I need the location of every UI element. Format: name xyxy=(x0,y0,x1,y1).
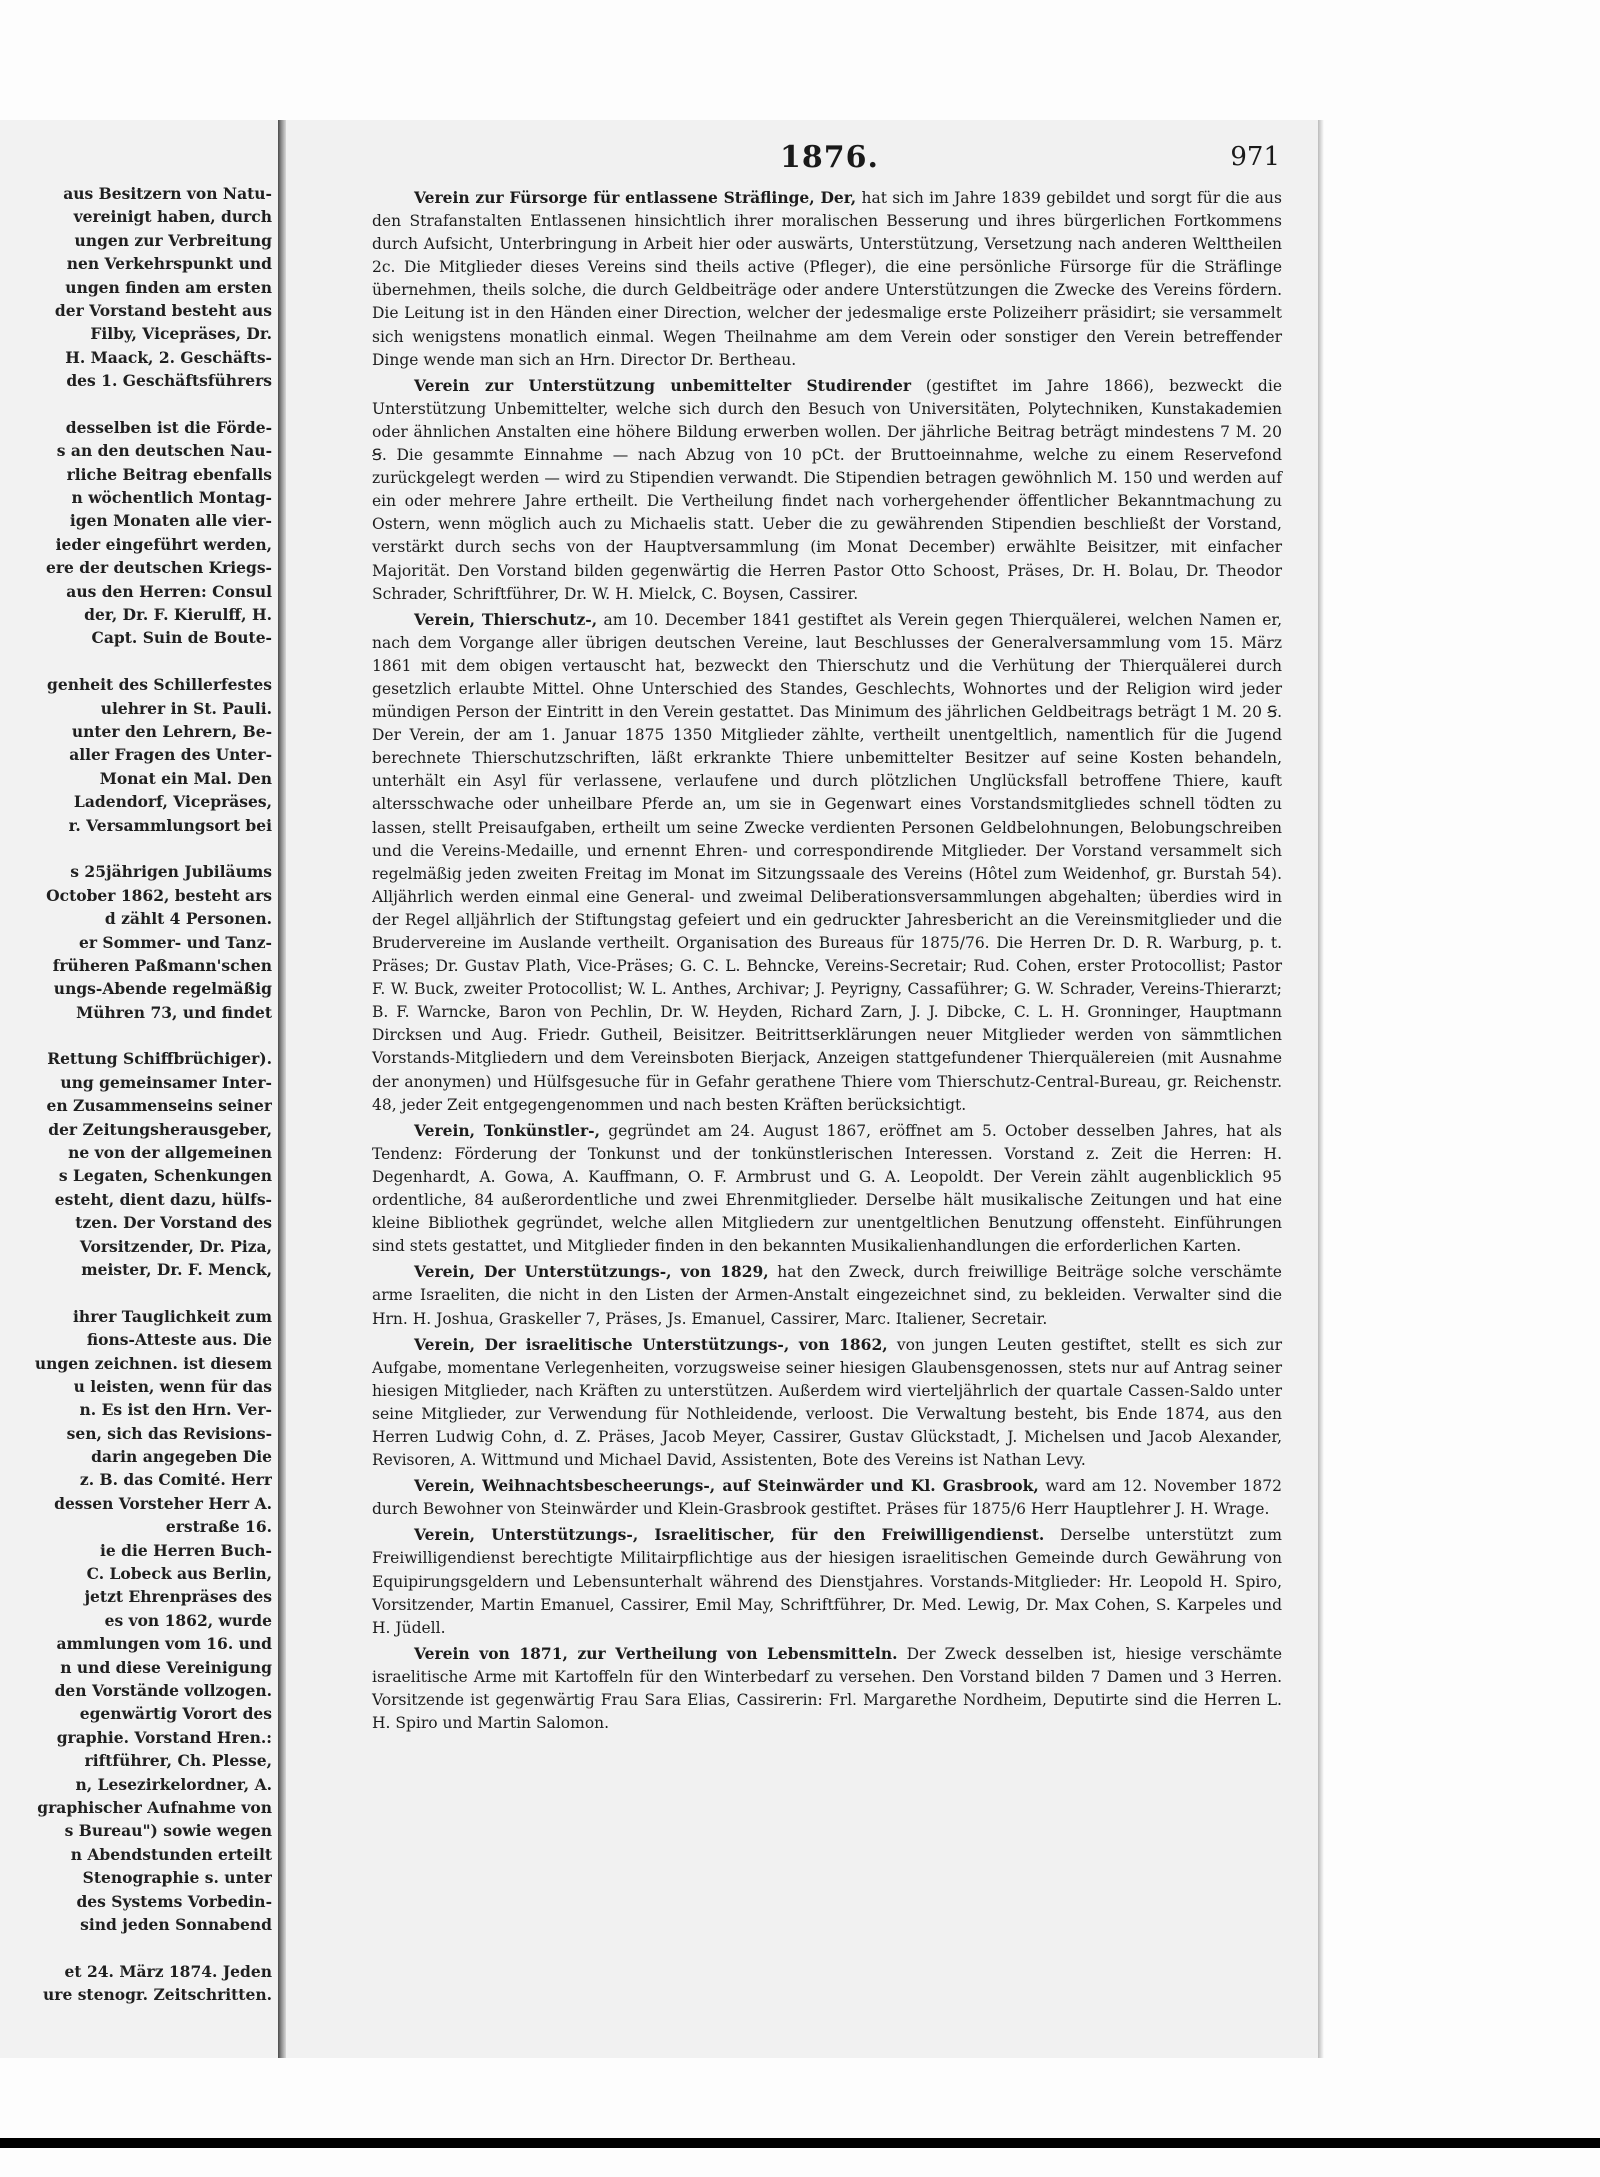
page-body xyxy=(372,186,1282,1735)
entry-text: (gestiftet im Jahre 1866), bezweckt die Unterstützung Unbemittelter, welche sich durch den Besuch von Universitäten, Polytechniken, Kunstakademien oder ähnlichen Anstalten eine höhere Bildung erwerben wollen. Der jährliche Beitrag beträgt mindestens 7 M. 20 Ꞩ. Die gesammte Einnahme — nach Abzug von 10 pCt. der Bruttoeinnahme, welche zu einem Reservefond zurückgelegt werden — wird zu Stipendien verwandt. Die Stipendien betragen gewöhnlich M. 150 und werden auf ein oder mehrere Jahre ertheilt. Die Vertheilung findet nach vorhergehender öffentlicher Bekanntmachung zu Ostern, wenn möglich auch zu Michaelis statt. Ueber die zu gewährenden Stipendien beschließt der Vorstand, verstärkt durch sechs von der Hauptversammlung (im Monat December) erwählte Beisitzer, mit einfacher Majorität. Den Vorstand bilden gegenwärtig die Herren Pastor Otto Schoost, Präses, Dr. H. Bolau, Dr. Theodor Schrader, Schriftführer, Dr. W. H. Mielck, C. Boysen, Cassirer. xyxy=(372,376,1282,603)
left-fragment-line: s an den deutschen Nau- xyxy=(56,441,272,461)
left-fragment-line: unter den Lehrern, Be- xyxy=(71,721,272,741)
entry-text: gegründet am 24. August 1867, eröffnet am 5. October desselben Jahres, hat als Tendenz: Förderung der Tonkunst und der tonkünstlerischen Interessen. Vorstand z. Zeit die Herren: H. Degenhardt, A. Gowa, A. Kauffmann, O. F. Armbrust und G. A. Leopoldt. Der Verein zählt augenblicklich 95 ordentliche, 84 außerordentliche und zwei Ehrenmitglieder. Derselbe hält musikalische Zeitungen und hat eine kleine Bibliothek gegründet, welche allen Mitgliedern zur unentgeltlichen Benutzung offensteht. Einführungen sind stets gestattet, und Mitglieder finden in den bekannten Musikalienhandlungen die erforderlichen Karten. xyxy=(372,1121,1283,1256)
left-fragment-line: n. Es ist den Hrn. Ver- xyxy=(79,1400,272,1420)
left-fragment-line: ure stenogr. Zeitschritten. xyxy=(43,1985,272,2005)
left-fragment-line: s Legaten, Schenkungen xyxy=(58,1166,272,1186)
left-fragment-line: der, Dr. F. Kierulff, H. xyxy=(84,605,272,625)
left-fragment-line: s 25jährigen Jubiläums xyxy=(70,862,272,882)
left-fragment-line: sind jeden Sonnabend xyxy=(80,1914,272,1934)
left-fragment-line: n Abendstunden erteilt xyxy=(70,1844,272,1864)
entry-title: Verein zur Fürsorge für entlassene Sträflinge, Der, xyxy=(414,188,857,207)
entry-text: hat den Zweck, durch freiwillige Beiträge solche verschämte arme Israeliten, die nicht in den Listen der Armen-Anstalt eingezeichnet sind, zu bekleiden. Verwalter sind die Hrn. H. Joshua, Graskeller 7, Präses, Js. Emanuel, Cassirer, Marc. Italiener, Secretair. xyxy=(372,1263,1282,1328)
left-fragment-line: der Zeitungsherausgeber, xyxy=(48,1119,272,1139)
entry-text: am 10. December 1841 gestiftet als Verein gegen Thierquälerei, welchen Namen er, nach dem Vorgange aller übrigen deutschen Vereine, laut Beschlusses der Generalversammlung vom 15. März 1861 mit dem obigen vertauscht hat, bezweckt den Thierschutz und die Verhütung der Thierquälerei durch gesetzlich erlaubte Mittel. Ohne Unterschied des Standes, Geschlechts, Wohnortes und der Religion wird jeder mündigen Person der Eintritt in den Verein gestattet. Das Minimum des jährlichen Geldbeitrags beträgt 1 M. 20 Ꞩ. Der Verein, der am 1. Januar 1875 1350 Mitglieder zählte, vertheilt unentgeltlich, namentlich für die Jugend berechnete Thierschutzschriften, läßt erkrankte Thiere unbemittelter Besitzer auf seine Kosten behandeln, unterhält ein Asyl für verlassene, verlaufene und durch plötzlichen Unglücksfall betroffene Thiere, kauft altersschwache oder unheilbare Pferde an, um sie in Gegenwart eines Vorstandsmitgliedes schnell tödten zu lassen, stellt Preisaufgaben, ertheilt um seine Zwecke verdienten Personen Geldbelohnungen, Belobungschreiben und die Vereins-Medaille, und ernennt Ehren- und correspondirende Mitglieder. Der Vorstand versammelt sich regelmäßig jeden zweiten Freitag im Monat im Sitzungssaale des Vereins (Hôtel zum Weidenhof, gr. Burstah 54). Alljährlich werden einmal eine General- und zweimal Deliberationsversammlungen abgehalten; überdies wird in der Regel alljährlich der Stiftungstag gefeiert und ein gedruckter Jahresbericht an die Vereinsmitglieder und die Brudervereine im Auslande vertheilt. Organisation des Bureaus für 1875/76. Die Herren Dr. D. R. Warburg, p. t. Präses; Dr. Gustav Plath, Vice-Präses; G. C. L. Behncke, Vereins-Secretair; Rud. Cohen, erster Protocollist; Pastor F. W. Buck, zweiter Protocollist; W. L. Anthes, Archivar; J. Peyrigny, Cassaführer; G. W. Schrader, Vereins-Thierarzt; B. F. Warncke, Baron von Pechlin, Dr. W. Heyden, Richard Zarn, J. J. Dibcke, C. L. H. Gronninger, Hauptmann Dircksen und Aug. Friedr. Gutheil, Beisitzer. Beitrittserklärungen neuer Mitglieder werden von sämmtlichen Vorstands-Mitgliedern und dem Vereinsboten Bierjack, Anzeigen stattgefundener Thierquälereien (mit Ausnahme der anonymen) und Hülfsgesuche für in Gefahr gerathene Thiere vom Thierschutz-Central-Bureau, gr. Reichenstr. 48, jeder Zeit entgegengenommen und nach besten Kräften berücksichtigt. xyxy=(372,610,1282,1114)
left-fragment-line: erstraße 16. xyxy=(165,1517,272,1537)
left-fragment-line: graphischer Aufnahme von xyxy=(37,1797,272,1817)
entry-title: Verein, Der israelitische Unterstützungs-, von 1862, xyxy=(414,1334,888,1354)
entry-verein-freiwilligendienst xyxy=(372,1523,1282,1639)
left-fragment-line: jetzt Ehrenpräses des xyxy=(84,1587,272,1607)
left-fragment-line: z. B. das Comité. Herr xyxy=(79,1470,272,1490)
left-fragment-line: ihrer Tauglichkeit zum xyxy=(73,1306,272,1326)
left-fragment-line: et 24. März 1874. Jeden xyxy=(64,1961,272,1981)
entry-title: Verein, Der Unterstützungs-, von 1829, xyxy=(414,1262,769,1282)
entry-text: ward am 12. November 1872 durch Bewohner von Steinwärder und Klein-Grasbrook gestiftet. Präses für 1875/6 Herr Hauptlehrer J. H. Wrage. xyxy=(372,1477,1282,1519)
left-fragment-line xyxy=(0,837,272,860)
left-fragment-line: graphie. Vorstand Hren.: xyxy=(56,1727,272,1747)
left-fragment-line xyxy=(0,1281,272,1304)
left-fragment-line: esteht, dient dazu, hülfs- xyxy=(54,1189,272,1209)
page-number: 971 xyxy=(1230,142,1280,172)
entry-text: von jungen Leuten gestiftet, stellt es sich zur Aufgabe, momentane Verlegenheiten, vorzugsweise seiner hiesigen Glaubensgenossen, stets nur auf Antrag seiner hiesigen Mitglieder, nach Kräften zu unterstützen. Außerdem wird vierteljährlich der quartale Cassen-Saldo unter seine Mitglieder, zur Verwendung für Nothleidende, verloost. Die Verwaltung besteht, bis Ende 1874, aus den Herren Ludwig Cohn, d. Z. Präses, Jacob Meyer, Cassirer, Gustav Glückstadt, J. Michelsen und Jacob Alexander, Revisoren, A. Wittmund und Michael David, Assistenten, Bote des Vereins ist Nathan Levy. xyxy=(372,1335,1282,1470)
left-fragment-line: u leisten, wenn für das xyxy=(73,1376,272,1396)
entry-title: Verein, Thierschutz-, xyxy=(414,609,598,629)
left-fragment-line: es von 1862, wurde xyxy=(104,1610,272,1630)
left-fragment-line: n wöchentlich Montag- xyxy=(71,488,272,508)
page-header xyxy=(370,140,1280,180)
left-fragment-line: egenwärtig Vorort des xyxy=(79,1704,272,1724)
page-year: 1876. xyxy=(780,140,879,175)
left-fragment-line: ammlungen vom 16. und xyxy=(56,1634,272,1654)
left-fragment-line: ungen zur Verbreitung xyxy=(74,230,272,250)
left-fragment-line: des 1. Geschäftsführers xyxy=(66,371,272,391)
entry-verein-weihnachtsbescheerung xyxy=(372,1474,1282,1521)
left-fragment-line: darin angegeben Die xyxy=(91,1447,272,1467)
entry-verein-israelitisch-1862 xyxy=(372,1333,1282,1473)
left-fragment-line: ungen zeichnen. ist diesem xyxy=(34,1353,272,1373)
left-fragment-line: s Bureau") sowie wegen xyxy=(64,1821,272,1841)
left-fragment-line: C. Lobeck aus Berlin, xyxy=(86,1564,272,1584)
left-fragment-line: er Sommer- und Tanz- xyxy=(79,932,272,952)
left-fragment-line: aller Fragen des Unter- xyxy=(69,745,272,765)
left-fragment-line: n, Lesezirkelordner, A. xyxy=(75,1774,272,1794)
left-fragment-line: des Systems Vorbedin- xyxy=(76,1891,272,1911)
page-edge-shadow xyxy=(1318,120,1324,2060)
left-fragment-line: riftführer, Ch. Plesse, xyxy=(84,1751,272,1771)
entry-verein-tonkuenstler xyxy=(372,1119,1282,1259)
left-fragment-line: r. Versammlungsort bei xyxy=(68,815,272,835)
scan-border-band xyxy=(0,2138,1600,2148)
left-fragment-line: ere der deutschen Kriegs- xyxy=(45,558,272,578)
left-fragment-line: ie die Herren Buch- xyxy=(99,1540,272,1560)
left-fragment-line: Monat ein Mal. Den xyxy=(99,768,272,788)
left-fragment-line: tzen. Der Vorstand des xyxy=(75,1213,272,1233)
entry-verein-studirender xyxy=(372,374,1282,606)
left-fragment-line: sen, sich das Revisions- xyxy=(66,1423,272,1443)
entry-title: Verein zur Unterstützung unbemittelter Studirender xyxy=(414,375,911,395)
left-fragment-line xyxy=(0,650,272,673)
left-fragment-line: vereinigt haben, durch xyxy=(73,207,272,227)
left-fragment-line: aus den Herren: Consul xyxy=(66,581,272,601)
left-fragment-line: en Zusammenseins seiner xyxy=(46,1096,272,1116)
left-fragment-line: ung gemeinsamer Inter- xyxy=(60,1072,272,1092)
entry-title: Verein, Weihnachtsbescheerungs-, auf Steinwärder und Kl. Grasbrook, xyxy=(414,1476,1039,1496)
left-column-text xyxy=(0,182,272,2006)
left-fragment-line: fions-Atteste aus. Die xyxy=(86,1330,272,1350)
left-fragment-line: Stenographie s. unter xyxy=(82,1868,272,1888)
left-fragment-line: Capt. Suin de Boute- xyxy=(91,628,272,648)
left-fragment-line: ungs-Abende regelmäßig xyxy=(53,979,272,999)
entry-verein-unterstuetzung-1829 xyxy=(372,1260,1282,1330)
left-fragment-line: dessen Vorsteher Herr A. xyxy=(54,1493,272,1513)
left-fragment-line: früheren Paßmann'schen xyxy=(52,955,272,975)
left-fragment-line: rliche Beitrag ebenfalls xyxy=(66,464,272,484)
entry-text: Derselbe unterstützt zum Freiwilligendienst berechtigte Militairpflichtige aus der hiesigen israelitischen Gemeinde durch Gewährung von Equipirungsgeldern und Lebensunterhalt während des Dienstjahres. Vorstands-Mitglieder: Hr. Leopold H. Spiro, Vorsitzender, Martin Emanuel, Cassirer, Emil May, Schriftführer, Dr. Med. Lewig, Dr. Max Cohen, S. Karpeles und H. Jüdell. xyxy=(372,1526,1282,1637)
left-fragment-line: ieder eingeführt werden, xyxy=(55,534,272,554)
scan-bottom-margin xyxy=(0,2058,1600,2177)
left-fragment-line: nen Verkehrspunkt und xyxy=(66,254,272,274)
left-fragment-line xyxy=(0,1024,272,1047)
entry-title: Verein, Tonkünstler-, xyxy=(414,1120,601,1140)
entry-verein-fuersorge xyxy=(372,186,1282,372)
left-fragment-line: Mühren 73, und findet xyxy=(76,1002,272,1022)
left-fragment-line: genheit des Schillerfestes xyxy=(47,675,272,695)
left-fragment-line: der Vorstand besteht aus xyxy=(54,300,272,320)
left-fragment-line: desselben ist die Förde- xyxy=(65,417,272,437)
left-fragment-line: ungen finden am ersten xyxy=(65,277,272,297)
left-fragment-line: ne von der allgemeinen xyxy=(68,1143,272,1163)
left-fragment-line: meister, Dr. F. Menck, xyxy=(81,1259,272,1279)
entry-verein-1871-lebensmittel xyxy=(372,1642,1282,1735)
left-fragment-line: Vorsitzender, Dr. Piza, xyxy=(79,1236,272,1256)
left-fragment-line: Rettung Schiffbrüchiger). xyxy=(47,1049,272,1069)
left-fragment-line: igen Monaten alle vier- xyxy=(69,511,272,531)
book-gutter xyxy=(278,120,286,2060)
entry-title: Verein, Unterstützungs-, Israelitischer, für den Freiwilligendienst. xyxy=(414,1525,1045,1545)
left-fragment-line xyxy=(0,1936,272,1959)
left-fragment-line: Ladendorf, Vicepräses, xyxy=(73,792,272,812)
entry-verein-thierschutz xyxy=(372,608,1282,1117)
entry-title: Verein von 1871, zur Vertheilung von Lebensmitteln. xyxy=(414,1643,898,1663)
left-fragment-line: October 1862, besteht ars xyxy=(46,885,272,905)
left-fragment-line: aus Besitzern von Natu- xyxy=(63,184,272,203)
left-fragment-line: n und diese Vereinigung xyxy=(60,1657,272,1677)
left-fragment-line: d zählt 4 Personen. xyxy=(104,909,272,929)
entry-text: Der Zweck desselben ist, hiesige verschämte israelitische Arme mit Kartoffeln für den Winterbedarf zu versehen. Den Vorstand bilden 7 Damen und 3 Herren. Vorsitzende ist gegenwärtig Frau Sara Elias, Cassirerin: Frl. Margarethe Nordheim, Deputirte sind die Herren L. H. Spiro und Martin Salomon. xyxy=(372,1644,1282,1733)
left-fragment-line xyxy=(0,393,272,416)
left-fragment-line: ulehrer in St. Pauli. xyxy=(100,698,272,718)
entry-text: hat sich im Jahre 1839 gebildet und sorgt für die aus den Strafanstalten Entlassenen hinsichtlich ihrer moralischen Besserung und ihres bürgerlichen Fortkommens durch Aufsicht, Unterbringung in Arbeit hier oder auswärts, Unterstützung, Versetzung nach anderen Welttheilen 2c. Die Mitglieder dieses Vereins sind theils active (Pfleger), die eine persönliche Fürsorge für die Sträflinge übernehmen, theils solche, die durch Geldbeiträge oder andere Unterstützungen die Zwecke des Vereins fördern. Die Leitung ist in den Händen einer Direction, welcher der jedesmalige erste Polizeiherr präsidirt; sie versammelt sich wenigstens monatlich einmal. Wegen Theilnahme am dem Verein oder sonstiger den Verein betreffender Dinge wende man sich an Hrn. Director Dr. Bertheau. xyxy=(372,189,1282,369)
left-fragment-line: den Vorstände vollzogen. xyxy=(54,1681,272,1700)
left-page-fragment xyxy=(0,120,278,2060)
left-fragment-line: H. Maack, 2. Geschäfts- xyxy=(65,347,272,367)
left-fragment-line: Filby, Vicepräses, Dr. xyxy=(90,324,272,344)
